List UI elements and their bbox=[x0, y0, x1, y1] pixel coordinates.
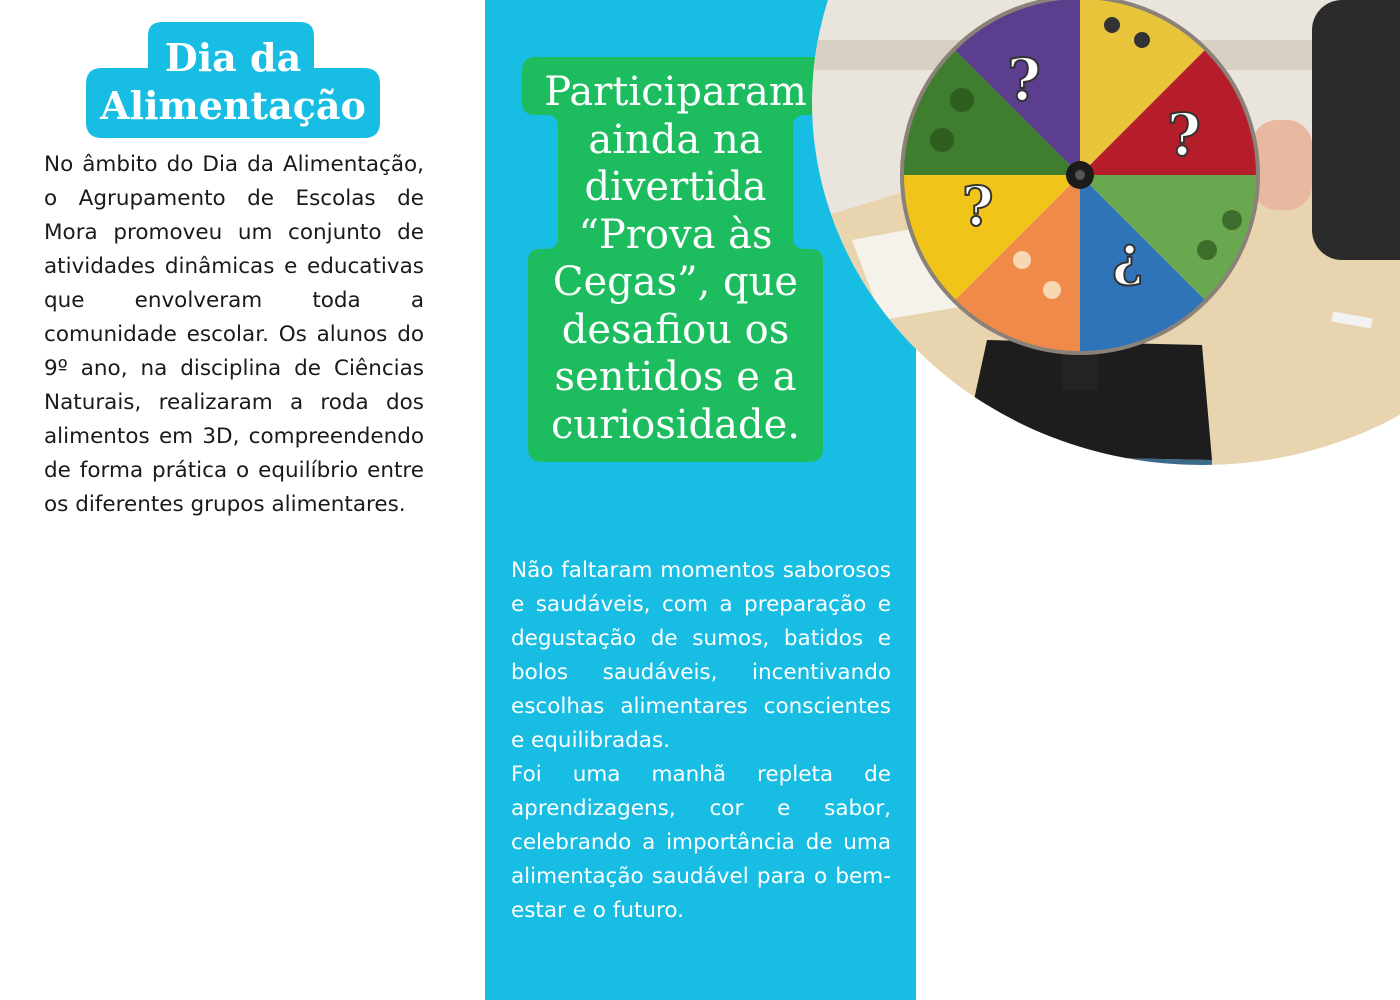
body-paragraph-1: Não faltaram momentos saborosos e saudáveis, com a preparação e degustação de sumos, batidos e bolos saudáveis, incentivando escolhas alimentares conscientes e equilibradas. bbox=[511, 558, 891, 753]
highlight-line: desafiou os bbox=[561, 306, 790, 353]
highlight-line: ainda na bbox=[588, 116, 763, 163]
title-line-1: Dia da bbox=[164, 35, 302, 80]
title-line-2: Alimentação bbox=[100, 83, 366, 128]
body-paragraph-2: Foi uma manhã repleta de aprendizagens, cor e sabor, celebrando a importância de uma alimentação saudável para o bem-estar e o futuro. bbox=[511, 762, 891, 923]
wheel-mark: ? bbox=[1007, 46, 1041, 114]
highlight-text bbox=[522, 69, 829, 449]
highlight-line: sentidos e a bbox=[554, 354, 797, 400]
highlight-line: Participaram bbox=[544, 69, 807, 115]
highlight-line: “Prova às bbox=[578, 211, 773, 258]
body-text bbox=[511, 554, 891, 928]
page-title bbox=[86, 34, 380, 130]
highlight-badge bbox=[522, 57, 829, 462]
highlight-line: Cegas”, que bbox=[552, 259, 799, 305]
wheel-mark: ? bbox=[962, 174, 994, 238]
highlight-line: divertida bbox=[584, 164, 767, 210]
title-badge bbox=[86, 22, 380, 138]
wheel-mark: ? bbox=[1167, 101, 1201, 169]
wheel-mark: ¿ bbox=[1112, 224, 1144, 288]
highlight-line: curiosidade. bbox=[551, 401, 800, 448]
food-wheel bbox=[902, 0, 1258, 353]
intro-paragraph: No âmbito do Dia da Alimentação, o Agrupamento de Escolas de Mora promoveu um conjunto de atividades dinâmicas e educativas que envolveram toda a comunidade escolar. Os alunos do 9º ano, na disciplina de Ciências Naturais, realizaram a roda dos alimentos em 3D, compreendendo de forma prática o equilíbrio entre os diferentes grupos alimentares. bbox=[44, 152, 424, 517]
